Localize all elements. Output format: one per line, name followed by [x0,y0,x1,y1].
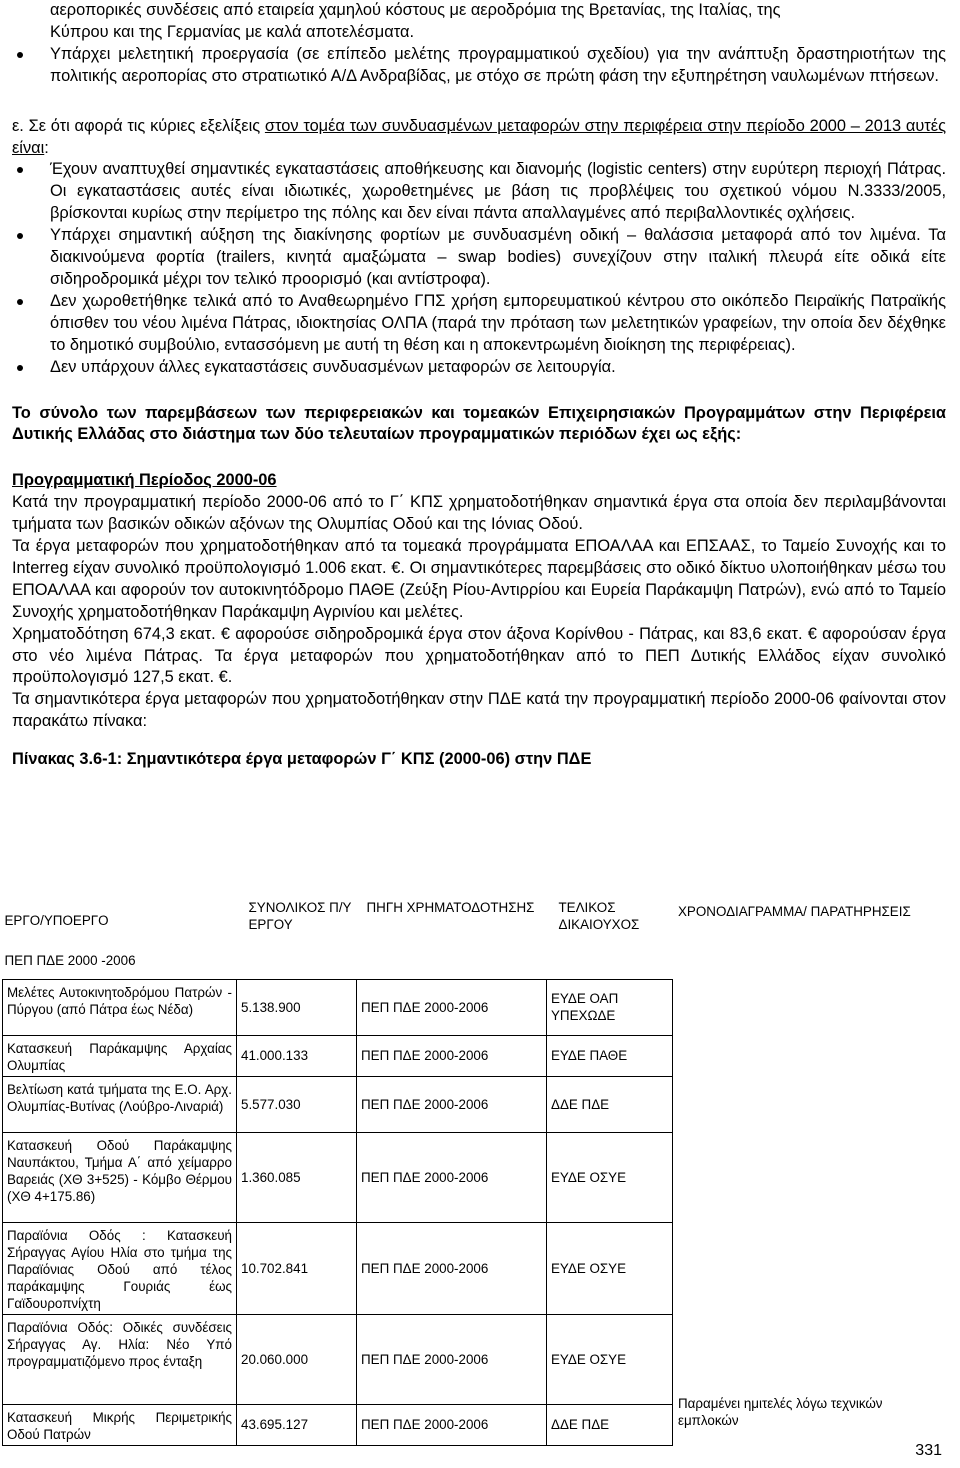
top-paragraph-line1: αεροπορικές συνδέσεις από εταιρεία χαμηλού κόστους με αεροδρόμια της Βρετανίας, της Ιταλίας, της [50,1,781,19]
body-paragraph: Χρηματοδότηση 674,3 εκατ. € αφορούσε σιδηροδρομικά έργα στον άξονα Κορίνθου - Πάτρας, και 83,6 εκατ. € αφορούσαν έργα στο νέο λιμένα Πάτρας. Τα έργα μεταφορών που χρηματοδοτήθηκαν από το ΠΕΠ Δυτικής Ελλάδος είχαν συνολικό προϋπολογισμό 127,5 εκατ. €. [12,624,946,687]
table-row [3,1314,673,1404]
cell-budget: 43.695.127 [237,1404,357,1445]
table-row [3,1035,673,1076]
table-row [3,1076,673,1132]
cell-budget: 10.702.841 [237,1222,357,1314]
table-row [3,979,673,1035]
section-e-underlined: στον τομέα των συνδυασμένων μεταφορών στην περιφέρεια στην περίοδο 2000 – 2013 αυτές είναι [12,116,946,157]
cell-project: Κατασκευή Μικρής Περιμετρικής Οδού Πατρών [3,1404,237,1445]
bold-intro: Το σύνολο των παρεμβάσεων των περιφερειακών και τομεακών Επιχειρησιακών Προγραμμάτων στην Περιφέρεια Δυτικής Ελλάδας στο διάστημα των δύο τελευταίων προγραμματικών περιόδων έχει ως εξής: [12,403,946,444]
body-paragraph: Τα έργα μεταφορών που χρηματοδοτήθηκαν από τα τομεακά προγράμματα ΕΠΟΑΛΑΑ και ΕΠΣΑΑΣ, το Ταμείο Συνοχής και το Interreg είχαν συνολικό προϋπολογισμό 1.006 εκατ. €. Οι σημαντικότερες παρεμβάσεις στο οδικό δίκτυο υλοποιήθηκαν μέσω του ΕΠΟΑΛΑΑ και αφορούν τον αυτοκινητόδρομο ΠΑΘΕ (Ζεύξη Ρίου-Αντιρρίου και Ευρεία Παράκαμψη Πατρών), ενώ από το Ταμείο Συνοχής χρηματοδοτήθηκαν Παράκαμψη Αγρινίου και μελέτες. [12,537,946,621]
top-paragraph-line2: Κύπρου και της Γερμανίας με καλά αποτελέσματα. [50,22,414,41]
cell-source: ΠΕΠ ΠΔΕ 2000-2006 [357,1314,547,1404]
cell-project: Κατασκευή Οδού Παράκαμψης Ναυπάκτου, Τμήμα Α΄ από χείμαρρο Βαρειάς (ΧΘ 3+525) - Κόμβο Θέρμου (ΧΘ 4+175.86) [3,1132,237,1222]
notes-column [672,897,942,1428]
cell-project: Παραϊόνια Οδός : Κατασκευή Σήραγγας Αγίου Ηλία στο τμήμα της Παραϊόνιας Οδού από τέλος παράκαμψης Γουριάς έως Γαϊδουροπνίχτη [3,1222,237,1314]
cell-project: Μελέτες Αυτοκινητοδρόμου Πατρών - Πύργου (από Πάτρα έως Νέδα) [3,979,237,1035]
table-row [3,1132,673,1222]
cell-source: ΠΕΠ ΠΔΕ 2000-2006 [357,1035,547,1076]
bullet-item: Δεν υπάρχουν άλλες εγκαταστάσεις συνδυασμένων μεταφορών σε λειτουργία. [12,357,946,379]
body-paragraph: Τα σημαντικότερα έργα μεταφορών που χρηματοδοτήθηκαν στην ΠΔΕ κατά την προγραμματική περίοδο 2000-06 φαίνονται στον παρακάτω πίνακα: [12,690,946,731]
header-beneficiary: ΤΕΛΙΚΟΣ ΔΙΚΑΙΟΥΧΟΣ [558,900,640,932]
table-row [3,1222,673,1314]
cell-beneficiary: ΕΥΔΕ ΠΑΘΕ [547,1035,673,1076]
period-heading: Προγραμματική Περίοδος 2000-06 [12,471,277,490]
cell-beneficiary: ΔΔΕ ΠΔΕ [547,1404,673,1445]
cell-source: ΠΕΠ ΠΔΕ 2000-2006 [357,1222,547,1314]
table-group-row [3,943,673,979]
table-row [3,1404,673,1445]
cell-source: ΠΕΠ ΠΔΕ 2000-2006 [357,1132,547,1222]
cell-beneficiary: ΕΥΔΕ ΟΣΥΕ [547,1132,673,1222]
cell-notes-last-row: Παραμένει ημιτελές λόγω τεχνικών εμπλοκών [678,1396,883,1428]
cell-source: ΠΕΠ ΠΔΕ 2000-2006 [357,1404,547,1445]
header-budget: ΣΥΝΟΛΙΚΟΣ Π/Υ ΕΡΓΟΥ [248,900,352,932]
bullet-item: Έχουν αναπτυχθεί σημαντικές εγκαταστάσεις αποθήκευσης και διανομής (logistic centers) στην ευρύτερη περιοχή Πάτρας. Οι εγκαταστάσεις αυτές είναι ιδιωτικές, χωροθετημένες με βάση τις προβλέψεις του σχετικού νόμου Ν.3333/2005, βρίσκονται κυρίως στην περίμετρο της πόλης και δεν είναι πάντα απαλλαγμένες από περιβαλλοντικές οχλήσεις. [12,159,946,225]
section-e-bullets [12,159,946,378]
body-paragraph: Κατά την προγραμματική περίοδο 2000-06 από το Γ΄ ΚΠΣ χρηματοδοτήθηκαν σημαντικά έργα στα οποία δεν περιλαμβάνονται τμήματα των βασικών οδικών αξόνων της Ολυμπίας Οδού και της Ιόνιας Οδού. [12,493,946,534]
table-title: Πίνακας 3.6-1: Σημαντικότερα έργα μεταφορών Γ΄ ΚΠΣ (2000-06) στην ΠΔΕ [12,750,592,769]
cell-project: Κατασκευή Παράκαμψης Αρχαίας Ολυμπίας [3,1035,237,1076]
cell-project: Βελτίωση κατά τμήματα της Ε.Ο. Αρχ. Ολυμπίας-Βυτίνας (Λούβρο-Λιναριά) [3,1076,237,1132]
cell-source: ΠΕΠ ΠΔΕ 2000-2006 [357,979,547,1035]
cell-budget: 41.000.133 [237,1035,357,1076]
header-source: ΠΗΓΗ ΧΡΗΜΑΤΟΔΟΤΗΣΗΣ [366,900,535,915]
header-project: ΕΡΓΟ/ΥΠΟΕΡΓΟ [4,912,109,928]
cell-budget: 20.060.000 [237,1314,357,1404]
bullet-item: Υπάρχει σημαντική αύξηση της διακίνησης φορτίων με συνδυασμένη οδική – θαλάσσια μεταφορά από τον λιμένα. Τα διακινούμενα φορτία (trailers, κινητά αμαξώματα – swap bodies) συνεχίζουν στην ιταλική πλευρά είτε οδικά είτε σιδηροδρομικά μέχρι τον τελικό προορισμό (και αντίστροφα). [12,225,946,291]
cell-beneficiary: ΕΥΔΕ ΟΣΥΕ [547,1314,673,1404]
section-e-suffix: : [44,138,49,157]
cell-source: ΠΕΠ ΠΔΕ 2000-2006 [357,1076,547,1132]
section-e-intro [12,116,946,160]
table-header-row [3,897,673,943]
cell-beneficiary: ΕΥΔΕ ΟΣΥΕ [547,1222,673,1314]
page-number: 331 [915,1442,942,1459]
header-notes: ΧΡΟΝΟΔΙΑΓΡΑΜΜΑ/ ΠΑΡΑΤΗΡΗΣΕΙΣ [678,904,911,919]
cell-budget: 5.138.900 [237,979,357,1035]
cell-beneficiary: ΔΔΕ ΠΔΕ [547,1076,673,1132]
bullet-item: Δεν χωροθετήθηκε τελικά από το Αναθεωρημένο ΓΠΣ χρήση εμπορευματικού κέντρου στο οικόπεδο Πειραϊκής Πατραϊκής όπισθεν του νέου λιμένα Πάτρας, ιδιοκτησίας ΟΛΠΑ (παρά την πρόταση των μελετητικών γραφείων, την οποία δεν δέχθηκε το δημοτικό συμβούλιο, εντασσόμενη με αυτή τη θέση και η αποκεντρωμένη διοίκηση της περιφέρειας). [12,291,946,357]
cell-budget: 5.577.030 [237,1076,357,1132]
group-label: ΠΕΠ ΠΔΕ 2000 -2006 [4,953,136,969]
cell-budget: 1.360.085 [237,1132,357,1222]
cell-project: Παραϊόνια Οδός: Οδικές συνδέσεις Σήραγγας Αγ. Ηλία: Νέο Υπό προγραμματιζόμενο προς ένταξη [3,1314,237,1404]
projects-table [2,897,673,1446]
cell-beneficiary: ΕΥΔΕ ΟΑΠ ΥΠΕΧΩΔΕ [547,979,673,1035]
section-e-prefix: ε. Σε ότι αφορά τις κύριες εξελίξεις [12,116,265,135]
document-page [12,0,946,771]
bullet-item: Υπάρχει μελετητική προεργασία (σε επίπεδο μελέτης προγραμματικού σχεδίου) για την ανάπτυξη δραστηριοτήτων της πολιτικής αεροπορίας στο στρατιωτικό Α/Δ Ανδραβίδας, με στόχο σε πρώτη φάση την εξυπηρέτηση ναυλωμένων πτήσεων. [12,44,946,88]
top-bullet-list [12,44,946,88]
